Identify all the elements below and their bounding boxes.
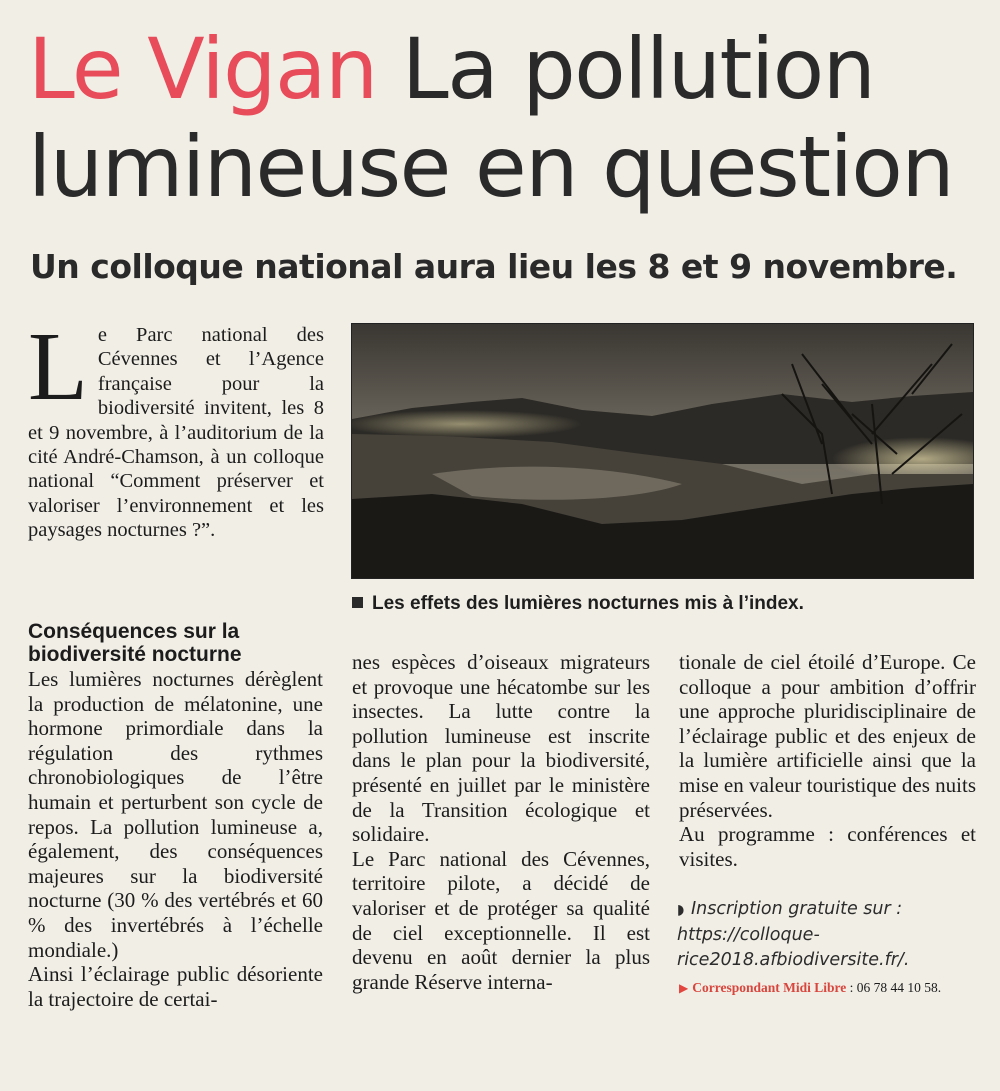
headline	[28, 20, 988, 216]
caption-text: Les effets des lumières nocturnes mis à l’index.	[372, 593, 804, 614]
intro-paragraph	[28, 313, 324, 543]
registration-info	[677, 897, 976, 973]
credit-separator: :	[846, 980, 857, 996]
correspondent-credit	[679, 979, 976, 997]
column-3	[679, 650, 976, 997]
photo-caption	[352, 592, 972, 616]
body-paragraph: Les lumières nocturnes dérèglent la production de mélatonine, une hormone primordiale dans la régulation des rythmes chronobiologiques de l’être humain et perturbent son cycle de repos. La pollution lumineuse a, également, des conséquences majeures sur la biodiversité nocturne (30 % des vertébrés et 60 % des invertébrés à l’échelle mondiale.)	[28, 667, 323, 962]
body-paragraph: Ainsi l’éclairage public désoriente la trajectoire de certai-	[28, 962, 323, 1011]
play-triangle-icon: ▶	[679, 981, 689, 996]
headline-kicker: Le Vigan	[28, 20, 377, 118]
registration-url-line1[interactable]: https://colloque-	[677, 925, 820, 946]
section-title: Conséquences sur la biodiversité nocturne	[28, 620, 242, 666]
caption-square-icon	[352, 597, 363, 608]
correspondent-phone: 06 78 44 10 58.	[856, 980, 942, 996]
drop-cap: L	[28, 313, 88, 421]
registration-label: Inscription gratuite sur :	[691, 899, 903, 920]
intro-text: e Parc national des Cévennes et l’Agence française pour la biodiversité invitent, les 8 et 9 novembre, à l’auditorium de la cité André-Chamson, à un colloque national “Comment préserver et valoriser l’environnement et les paysages nocturnes ?”.	[28, 324, 324, 542]
column-2	[352, 650, 650, 994]
night-landscape-photo	[351, 323, 974, 579]
body-paragraph: Le Parc national des Cévennes, territoire pilote, a décidé de valoriser et de protéger sa qualité de ciel exceptionnelle. Il est devenu en août dernier la plus grande Réserve interna-	[352, 846, 650, 994]
bullet-arrow-icon: ◗	[677, 902, 685, 919]
correspondent-name: Correspondant Midi Libre	[692, 980, 847, 996]
body-paragraph: tionale de ciel étoilé d’Europe. Ce colloque a pour ambition d’offrir une approche pluridisciplinaire de l’éclairage public et des enjeux de la lumière artificielle ainsi que la mise en valeur touristique des nuits préservées.	[679, 650, 976, 822]
column-1	[28, 620, 323, 1011]
subheadline: Un colloque national aura lieu les 8 et 9 novembre.	[30, 247, 958, 286]
registration-url-line2[interactable]: rice2018.afbiodiversite.fr/.	[677, 950, 910, 971]
body-paragraph: nes espèces d’oiseaux migrateurs et provoque une hécatombe sur les insectes. La lutte contre la pollution lumineuse est inscrite dans le plan pour la biodiversité, présenté en juillet par le ministère de la Transition écologique et solidaire.	[352, 650, 650, 847]
headline-title: La pollution lumineuse en question	[28, 20, 954, 216]
body-paragraph: Au programme : conférences et visites.	[679, 822, 976, 871]
